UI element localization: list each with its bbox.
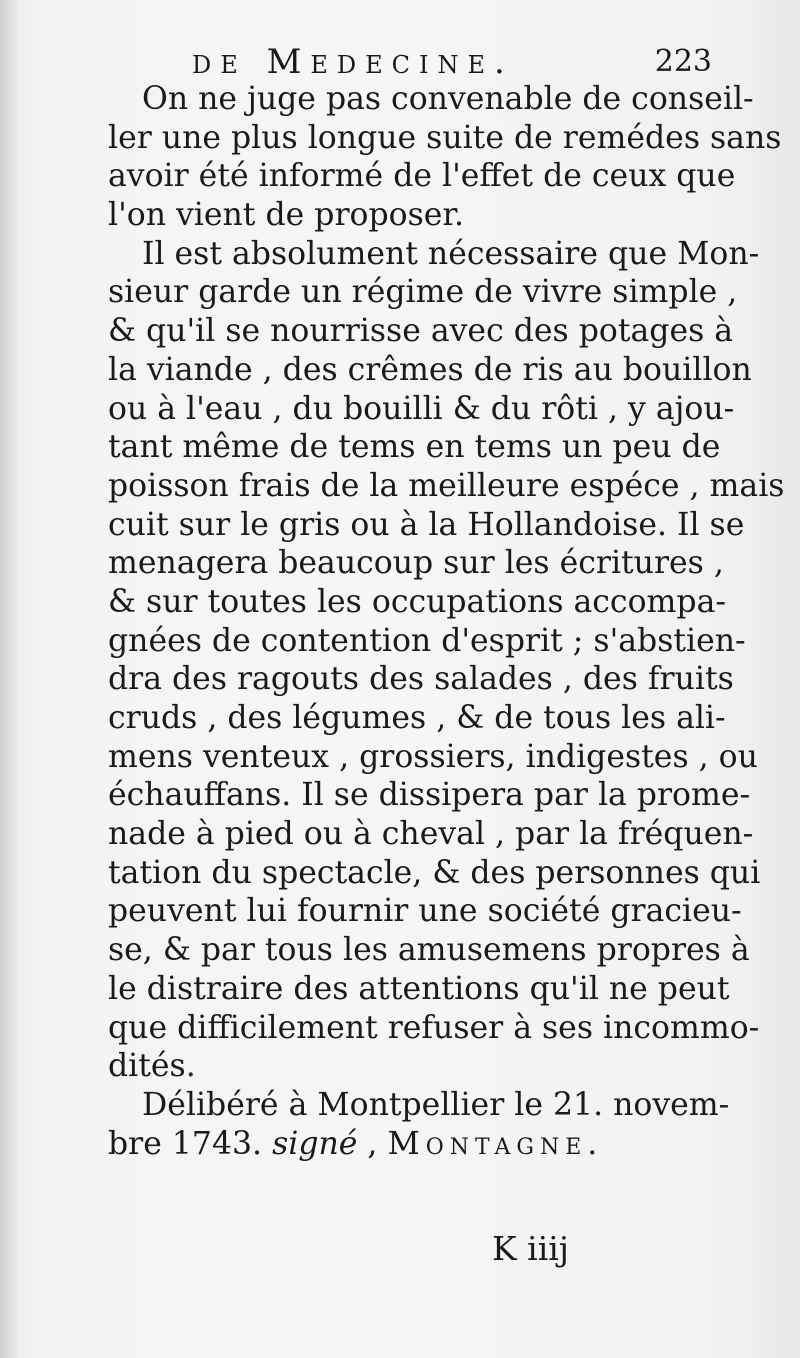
text-line: & qu'il se nourrisse avec des potages à [108,313,734,350]
text-line: dités. [108,1048,196,1085]
text-line: ler une plus longue suite de remédes sans [108,119,782,156]
text-line: le distraire des attentions qu'il ne peut [108,970,730,1007]
text-line: tation du spectacle, & des personnes qui [108,854,761,891]
page-number: 223 [654,44,712,79]
signature-mark: K iiij [492,1229,570,1268]
body-text [108,80,785,1163]
text-line: sieur garde un régime de vivre simple , [108,274,738,311]
text-line: & sur toutes les occupations accompa- [108,583,726,620]
running-head [192,40,712,84]
text-line: que difficilement refuser à ses incommo- [108,1009,760,1046]
text-line: se, & par tous les amusemens propres à [108,932,750,969]
text-line: peuvent lui fournir une société gracieu- [108,893,742,930]
text-line: ou à l'eau , du bouilli & du rôti , y ajou- [108,390,735,427]
text-line: cruds , des légumes , & de tous les ali- [108,700,726,736]
signatory-name: Montagne. [387,1125,604,1162]
text-line: menagera beaucoup sur les écritures , [108,545,724,582]
text-line: poisson frais de la meilleure espéce , mais [108,467,785,504]
signature-line [108,1125,718,1164]
text-line: mens venteux , grossiers, indigestes , ou [108,738,758,775]
text-line: la viande , des crêmes de ris au bouillon [108,351,752,388]
page-gutter [0,0,18,1358]
text-line: cuit sur le gris ou à la Hollandoise. Il se [108,506,745,543]
text-line: échauffans. Il se dissipera par la prome- [108,777,751,814]
page-edge [794,0,800,1358]
text-line: Délibéré à Montpellier le 21. novem- [142,1086,730,1123]
text-line: Il est absolument nécessaire que Mon- [142,235,760,272]
text-line: dra des ragouts des salades , des fruits [108,661,734,698]
signature-date: bre 1743. [108,1125,263,1162]
signature-separator: , [357,1125,388,1162]
text-line: tant même de tems en tems un peu de [108,429,721,466]
running-title: de Medecine. [192,42,514,82]
text-line: l'on vient de proposer. [108,197,465,234]
text-line: gnées de contention d'esprit ; s'abstien- [108,622,746,659]
text-line: On ne juge pas convenable de conseil- [142,81,754,117]
signed-word: signé [272,1125,358,1162]
text-line: nade à pied ou à cheval , par la fréquen- [108,816,754,853]
text-line: avoir été informé de l'effet de ceux que [108,158,736,195]
